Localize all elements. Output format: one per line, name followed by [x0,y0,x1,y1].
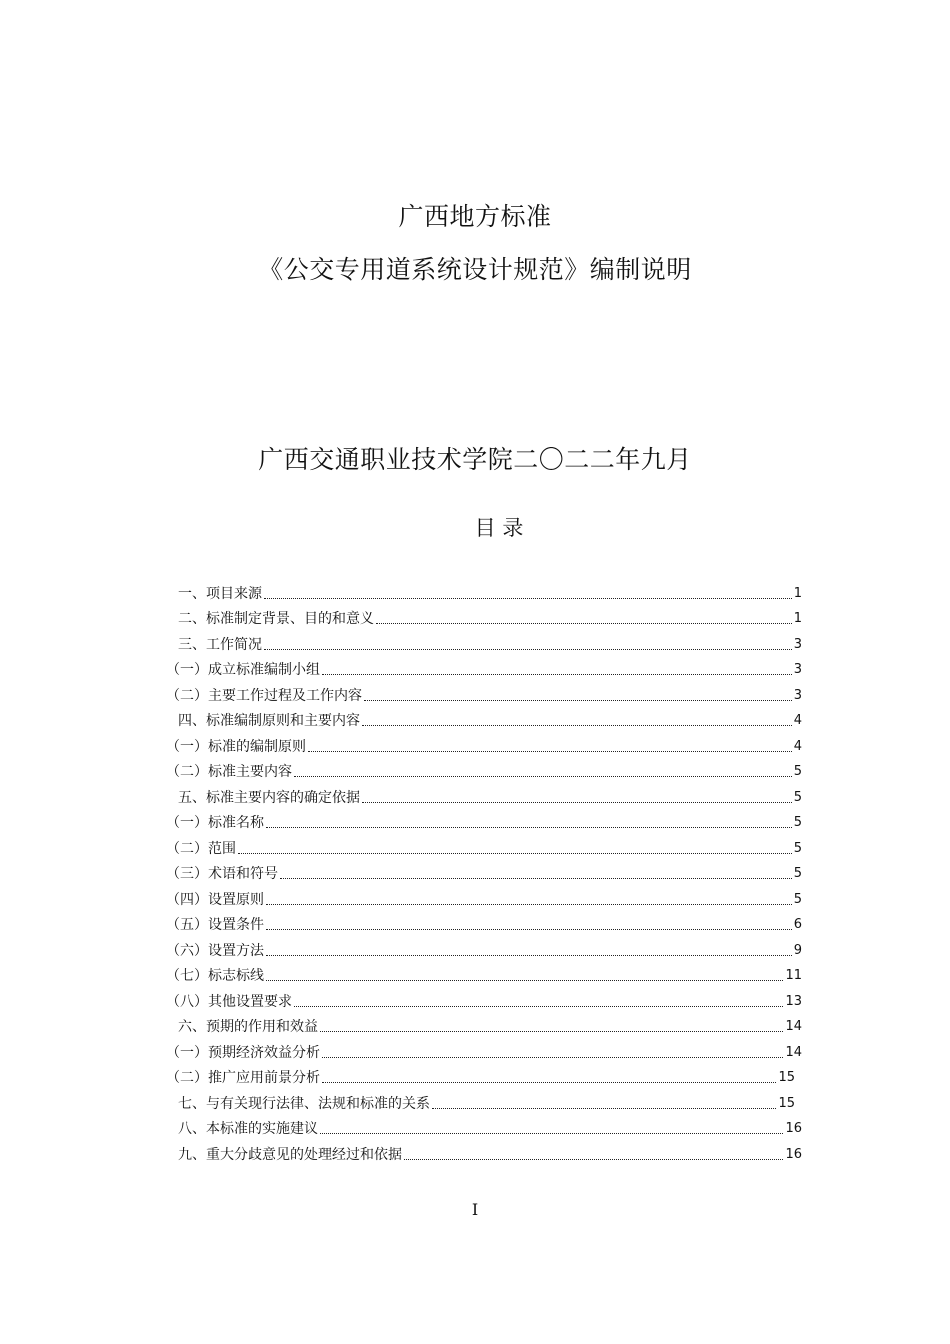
toc-entry-page: 1 [793,585,802,601]
toc-entry[interactable] [0,756,802,782]
toc-leader-dots [294,775,792,777]
toc-leader-dots [308,750,792,752]
toc-entry-page: 3 [793,636,802,652]
toc-entry[interactable] [0,730,802,756]
toc-entry[interactable] [0,577,802,603]
toc-entry[interactable] [0,1036,802,1062]
toc-leader-dots [322,1056,783,1058]
toc-entry-page: 5 [793,840,802,856]
toc-leader-dots [294,1005,783,1007]
toc-entry-page: 11 [785,968,802,983]
toc-entry[interactable] [0,603,802,629]
toc-list [0,577,950,1164]
toc-leader-dots [266,928,792,930]
toc-entry-page: 5 [793,764,802,779]
toc-entry[interactable] [0,1011,802,1037]
toc-entry-page: 3 [793,662,802,677]
toc-entry[interactable] [0,679,802,705]
toc-entry-label: 九、重大分歧意见的处理经过和依据 [178,1146,402,1163]
toc-entry[interactable] [0,1113,802,1139]
toc-leader-dots [322,673,792,675]
toc-entry[interactable] [0,858,802,884]
toc-entry-label: （五）设置条件 [166,917,264,933]
toc-entry-label: 四、标准编制原则和主要内容 [178,713,360,729]
toc-entry-label: （八）其他设置要求 [166,993,292,1010]
toc-entry-page: 5 [793,866,802,881]
toc-entry-label: 二、标准制定背景、目的和意义 [178,611,374,627]
toc-entry[interactable] [0,883,802,909]
toc-entry-label: 六、预期的作用和效益 [178,1019,318,1035]
toc-entry-label: （四）设置原则 [166,891,264,908]
toc-entry-page: 9 [793,942,802,958]
toc-entry-page: 13 [785,993,802,1009]
toc-entry[interactable] [0,1087,795,1113]
toc-leader-dots [364,699,792,701]
toc-leader-dots [264,597,792,599]
toc-entry[interactable] [0,628,802,654]
toc-entry-page: 16 [785,1121,802,1136]
toc-entry-page: 1 [793,611,802,626]
toc-entry-label: 五、标准主要内容的确定依据 [178,789,360,806]
toc-entry-page: 3 [793,687,802,703]
toc-entry-label: （二）推广应用前景分析 [166,1070,320,1086]
toc-entry-label: 三、工作简况 [178,636,262,653]
toc-leader-dots [266,954,792,956]
toc-entry-label: （一）成立标准编制小组 [166,662,320,678]
toc-entry-label: 八、本标准的实施建议 [178,1121,318,1137]
title-line-1: 广西地方标准 [398,202,552,231]
toc-entry-label: （六）设置方法 [166,942,264,959]
toc-leader-dots [320,1030,783,1032]
toc-entry[interactable] [0,985,802,1011]
page-number: I [471,1200,479,1219]
toc-entry-page: 4 [793,713,802,728]
toc-entry[interactable] [0,909,802,935]
toc-leader-dots [280,877,792,879]
toc-entry-page: 14 [785,1019,802,1034]
toc-entry-label: （二）标准主要内容 [166,764,292,780]
toc-leader-dots [266,826,792,828]
toc-entry-label: 七、与有关现行法律、法规和标准的关系 [178,1095,430,1112]
toc-entry[interactable] [0,807,802,833]
toc-entry-page: 16 [785,1146,802,1162]
toc-entry-label: （三）术语和符号 [166,866,278,882]
toc-entry-label: 一、项目来源 [178,585,262,602]
toc-leader-dots [376,622,792,624]
toc-leader-dots [432,1107,776,1109]
toc-entry-page: 15 [778,1095,795,1111]
toc-entry-page: 15 [778,1070,795,1085]
toc-entry-label: （七）标志标线 [166,968,264,984]
toc-entry-label: （二）主要工作过程及工作内容 [166,687,362,704]
toc-entry-label: （一）预期经济效益分析 [166,1044,320,1061]
toc-leader-dots [362,801,792,803]
title-line-2: 《公交专用道系统设计规范》编制说明 [258,255,692,284]
toc-leader-dots [266,979,783,981]
toc-entry-page: 6 [793,917,802,932]
toc-leader-dots [362,724,792,726]
toc-leader-dots [404,1158,783,1160]
toc-entry-page: 5 [793,891,802,907]
toc-entry-page: 5 [793,815,802,830]
title-line-3: 广西交通职业技术学院二〇二二年九月 [258,445,692,474]
toc-entry-page: 14 [785,1044,802,1060]
toc-leader-dots [264,648,792,650]
toc-entry[interactable] [0,1062,795,1088]
toc-leader-dots [266,903,792,905]
toc-entry-page: 4 [793,738,802,754]
toc-entry[interactable] [0,654,802,680]
toc-leader-dots [322,1081,776,1083]
toc-entry[interactable] [0,832,802,858]
toc-entry[interactable] [0,934,802,960]
toc-heading: 目 录 [474,516,524,540]
toc-entry-label: （一）标准的编制原则 [166,738,306,755]
toc-entry[interactable] [0,705,802,731]
toc-entry[interactable] [0,1138,802,1164]
toc-leader-dots [238,852,792,854]
toc-entry-page: 5 [793,789,802,805]
toc-entry-label: （一）标准名称 [166,815,264,831]
toc-leader-dots [320,1132,783,1134]
toc-entry[interactable] [0,960,802,986]
toc-entry-label: （二）范围 [166,840,236,857]
toc-entry[interactable] [0,781,802,807]
